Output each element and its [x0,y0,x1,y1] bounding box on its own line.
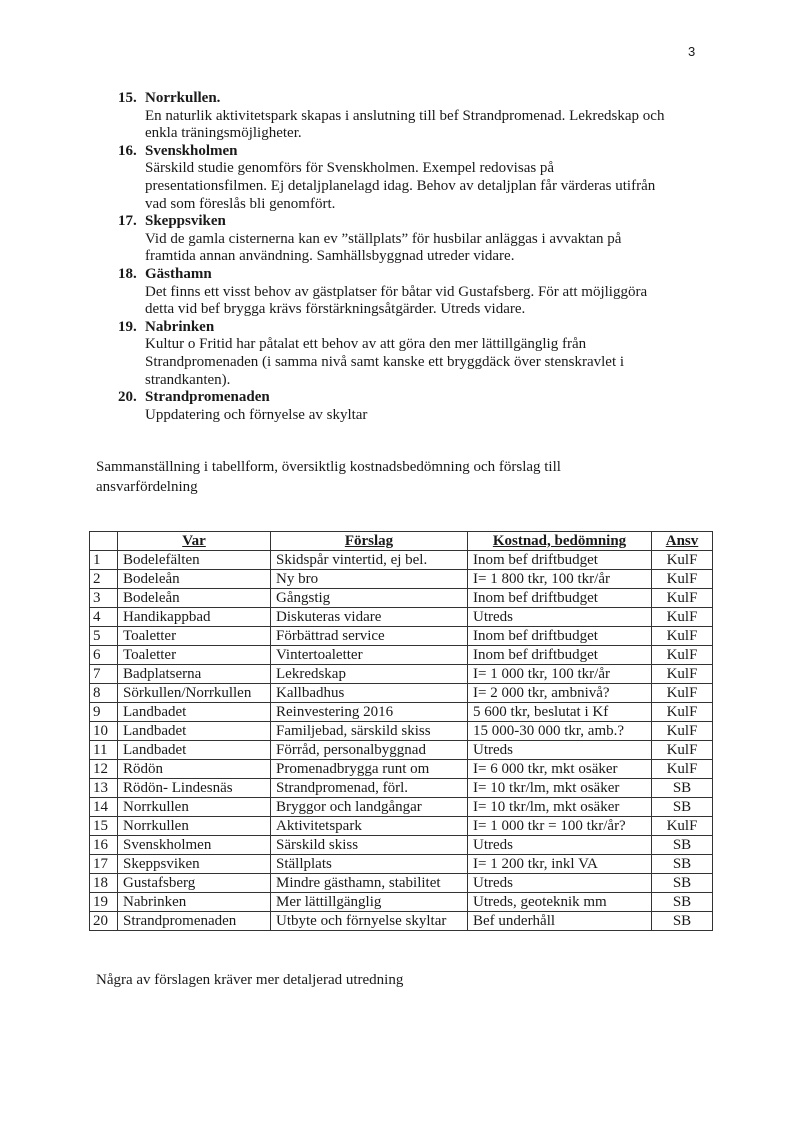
proposal-heading [118,389,718,407]
proposal-number: 15. [118,90,137,106]
row-number: 2 [90,570,118,589]
cost-cell: Utreds [468,608,652,627]
proposal-item [118,389,718,424]
row-number: 19 [90,893,118,912]
table-row [90,646,713,665]
cost-cell: I= 1 000 tkr, 100 tkr/år [468,665,652,684]
responsible-cell: SB [652,893,713,912]
responsible-cell: KulF [652,703,713,722]
table-row [90,665,713,684]
cost-cell: Inom bef driftbudget [468,551,652,570]
proposal-heading [118,319,718,337]
location-cell: Rödön- Lindesnäs [118,779,271,798]
proposal-item [118,213,718,266]
row-number: 13 [90,779,118,798]
table-row [90,551,713,570]
responsible-cell: KulF [652,665,713,684]
table-row [90,684,713,703]
proposal-title: Skeppsviken [145,213,226,230]
proposal-heading [118,90,718,108]
responsible-cell: SB [652,855,713,874]
cost-cell: I= 10 tkr/lm, mkt osäker [468,779,652,798]
proposal-cell: Strandpromenad, förl. [271,779,468,798]
proposal-title: Gästhamn [145,265,212,282]
proposal-cell: Förråd, personalbyggnad [271,741,468,760]
cost-cell: I= 1 800 tkr, 100 tkr/år [468,570,652,589]
row-number: 6 [90,646,118,665]
location-cell: Toaletter [118,646,271,665]
cost-cell: I= 6 000 tkr, mkt osäker [468,760,652,779]
cost-cell: Utreds, geoteknik mm [468,893,652,912]
proposal-title: Nabrinken [145,318,215,335]
responsible-cell: KulF [652,608,713,627]
table-row [90,798,713,817]
responsible-cell: KulF [652,551,713,570]
cost-cell: I= 1 200 tkr, inkl VA [468,855,652,874]
location-cell: Bodeleån [118,570,271,589]
row-number: 5 [90,627,118,646]
table-row [90,779,713,798]
cost-overview-table [89,531,713,931]
table-row [90,722,713,741]
proposal-title: Svenskholmen [145,142,238,159]
table-row [90,893,713,912]
location-cell: Skeppsviken [118,855,271,874]
proposal-heading [118,266,718,284]
proposal-cell: Lekredskap [271,665,468,684]
proposal-text-line: vad som föreslås bli genomfört. [145,195,336,212]
proposal-cell: Mer lättillgänglig [271,893,468,912]
proposal-text-line: enkla träningsmöjligheter. [145,125,302,142]
proposal-cell: Utbyte och förnyelse skyltar [271,912,468,931]
table-row [90,817,713,836]
proposal-cell: Diskuteras vidare [271,608,468,627]
location-cell: Gustafsberg [118,874,271,893]
proposal-text-line: presentationsfilmen. Ej detaljplanelagd idag. Behov av detaljplan får värderas utifrån [145,177,656,194]
proposal-cell: Aktivitetspark [271,817,468,836]
proposal-number: 19. [118,318,137,335]
row-number: 16 [90,836,118,855]
row-number: 15 [90,817,118,836]
proposal-cell: Ställplats [271,855,468,874]
proposal-number: 20. [118,389,137,406]
proposal-cell: Skidspår vintertid, ej bel. [271,551,468,570]
responsible-cell: KulF [652,722,713,741]
header-kostnad: Kostnad, bedömning [468,532,652,551]
location-cell: Bodeleån [118,589,271,608]
proposal-item [118,266,718,319]
cost-cell: Inom bef driftbudget [468,589,652,608]
responsible-cell: KulF [652,760,713,779]
cost-cell: I= 2 000 tkr, ambnivå? [468,684,652,703]
table-row [90,570,713,589]
cost-cell: Bef underhåll [468,912,652,931]
proposal-number: 16. [118,142,137,159]
responsible-cell: KulF [652,684,713,703]
proposal-text-line: Särskild studie genomförs för Svenskholmen. Exempel redovisas på [145,160,555,177]
cost-cell: Inom bef driftbudget [468,646,652,665]
responsible-cell: SB [652,874,713,893]
location-cell: Sörkullen/Norrkullen [118,684,271,703]
proposal-cell: Kallbadhus [271,684,468,703]
proposal-text-line: En naturlik aktivitetspark skapas i anslutning till bef Strandpromenad. Lekredskap och [145,107,665,124]
location-cell: Norrkullen [118,817,271,836]
location-cell: Handikappbad [118,608,271,627]
responsible-cell: SB [652,912,713,931]
proposal-text-line: framtida annan användning. Samhällsbyggnad utreder vidare. [145,248,515,265]
responsible-cell: KulF [652,589,713,608]
cost-cell: Utreds [468,741,652,760]
location-cell: Norrkullen [118,798,271,817]
table-row [90,855,713,874]
proposal-text-line: Vid de gamla cisternerna kan ev ”ställplats” för husbilar anläggas i avvaktan på [145,230,622,247]
table-row [90,703,713,722]
row-number: 4 [90,608,118,627]
table-row [90,760,713,779]
proposal-item [118,319,718,389]
footer-note: Några av förslagen kräver mer detaljerad utredning [96,972,404,988]
proposal-title: Strandpromenaden [145,389,270,406]
location-cell: Svenskholmen [118,836,271,855]
proposal-cell: Familjebad, särskild skiss [271,722,468,741]
table-intro [96,457,696,497]
proposal-cell: Bryggor och landgångar [271,798,468,817]
row-number: 18 [90,874,118,893]
proposal-cell: Gångstig [271,589,468,608]
responsible-cell: KulF [652,741,713,760]
proposal-cell: Vintertoaletter [271,646,468,665]
cost-cell: 15 000-30 000 tkr, amb.? [468,722,652,741]
responsible-cell: KulF [652,646,713,665]
proposal-text-line: detta vid bef brygga krävs förstärkningsåtgärder. Utreds vidare. [145,301,526,318]
cost-cell: Inom bef driftbudget [468,627,652,646]
proposal-item [118,90,718,143]
row-number: 14 [90,798,118,817]
responsible-cell: KulF [652,627,713,646]
proposal-cell: Särskild skiss [271,836,468,855]
proposal-list [118,90,718,424]
row-number: 7 [90,665,118,684]
cost-cell: Utreds [468,836,652,855]
location-cell: Landbadet [118,722,271,741]
intro-line: Sammanställning i tabellform, översiktlig kostnadsbedömning och förslag till [96,459,561,475]
responsible-cell: SB [652,836,713,855]
row-number: 9 [90,703,118,722]
responsible-cell: KulF [652,817,713,836]
proposal-title: Norrkullen. [145,90,221,106]
location-cell: Rödön [118,760,271,779]
cost-cell: I= 10 tkr/lm, mkt osäker [468,798,652,817]
location-cell: Landbadet [118,703,271,722]
responsible-cell: SB [652,798,713,817]
responsible-cell: KulF [652,570,713,589]
location-cell: Nabrinken [118,893,271,912]
proposal-cell: Promenadbrygga runt om [271,760,468,779]
row-number: 1 [90,551,118,570]
proposal-text-line: Strandpromenaden (i samma nivå samt kanske ett bryggdäck över stenskravlet i [145,353,625,370]
proposal-cell: Förbättrad service [271,627,468,646]
cost-cell: Utreds [468,874,652,893]
table-row [90,874,713,893]
row-number: 8 [90,684,118,703]
proposal-cell: Ny bro [271,570,468,589]
responsible-cell: SB [652,779,713,798]
location-cell: Landbadet [118,741,271,760]
location-cell: Toaletter [118,627,271,646]
proposal-text-line: Uppdatering och förnyelse av skyltar [145,406,368,423]
proposal-text-line: Kultur o Fritid har påtalat ett behov av att göra den mer lättillgänglig från [145,336,587,353]
header-var: Var [118,532,271,551]
proposal-cell: Reinvestering 2016 [271,703,468,722]
table-header-row [90,532,713,551]
proposal-item [118,143,718,213]
location-cell: Strandpromenaden [118,912,271,931]
header-nr [90,532,118,551]
cost-cell: I= 1 000 tkr = 100 tkr/år? [468,817,652,836]
table-row [90,589,713,608]
row-number: 11 [90,741,118,760]
table-row [90,741,713,760]
proposal-number: 17. [118,213,137,230]
table-row [90,627,713,646]
row-number: 20 [90,912,118,931]
row-number: 10 [90,722,118,741]
location-cell: Bodelefälten [118,551,271,570]
row-number: 12 [90,760,118,779]
table-row [90,912,713,931]
proposal-text-line: Det finns ett visst behov av gästplatser för båtar vid Gustafsberg. För att möjliggöra [145,283,648,300]
proposal-heading [118,213,718,231]
proposal-text-line: strandkanten). [145,371,231,388]
row-number: 3 [90,589,118,608]
table-row [90,836,713,855]
page-number: 3 [688,44,696,59]
header-ansv: Ansv [652,532,713,551]
header-forslag: Förslag [271,532,468,551]
location-cell: Badplatserna [118,665,271,684]
table-row [90,608,713,627]
intro-line: ansvarfördelning [96,479,198,495]
cost-cell: 5 600 tkr, beslutat i Kf [468,703,652,722]
row-number: 17 [90,855,118,874]
proposal-cell: Mindre gästhamn, stabilitet [271,874,468,893]
proposal-number: 18. [118,265,137,282]
proposal-heading [118,143,718,161]
